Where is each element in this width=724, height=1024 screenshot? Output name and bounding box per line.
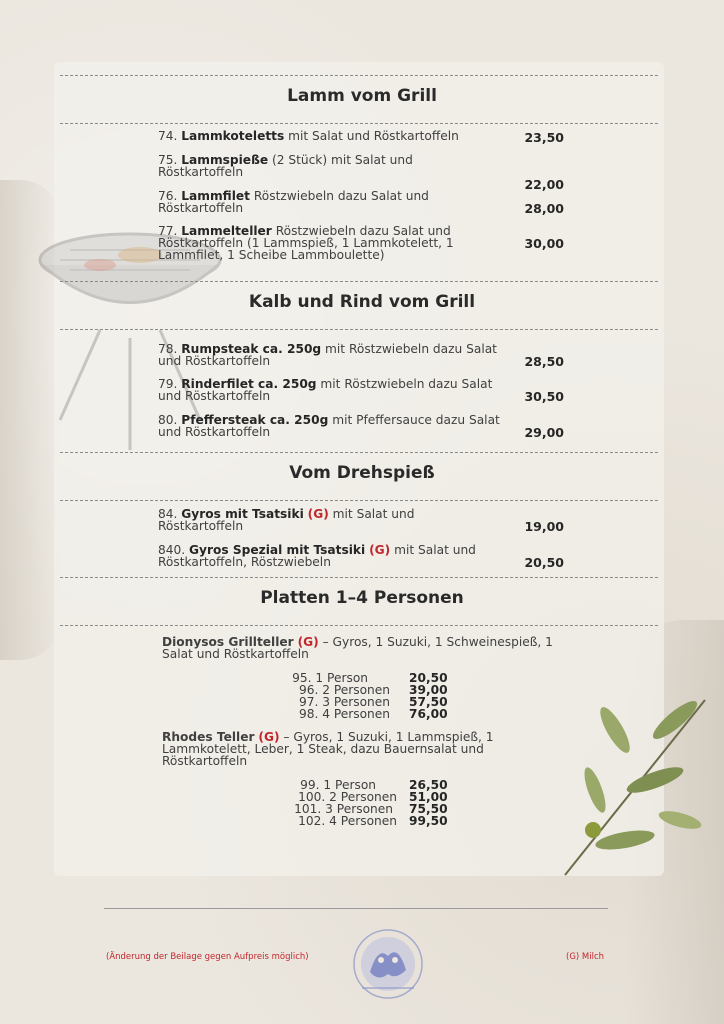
menu-item (158, 508, 458, 532)
tier-price: 57,50 (409, 695, 448, 709)
allergen-marker: (G) (307, 507, 329, 521)
item-description: Röstzwiebeln dazu Salat und Röstkartoffeln (158, 189, 429, 215)
tier-label: 95. 1 Person (292, 671, 368, 685)
dashed-separator (60, 281, 658, 282)
menu-item (158, 225, 498, 261)
item-number: 75. (158, 153, 178, 167)
item-number: 84. (158, 507, 178, 521)
section-heading: Platten 1–4 Personen (260, 588, 464, 608)
item-description: mit Salat und Röstkartoffeln (158, 507, 415, 533)
item-name: Gyros Spezial mit Tsatsiki (189, 543, 366, 557)
dashed-separator (60, 500, 658, 501)
item-description: mit Salat und Röstkartoffeln (284, 129, 459, 143)
platter-name: Dionysos Grillteller (162, 635, 294, 649)
dashed-separator (60, 452, 658, 453)
item-name: Rinderfilet ca. 250g (181, 377, 317, 391)
tier-label: 101. 3 Personen (294, 802, 393, 816)
tier-price: 76,00 (409, 707, 448, 721)
dashed-separator (60, 123, 658, 124)
menu-item (158, 130, 510, 142)
menu-item (158, 190, 488, 214)
item-description: mit Röstzwiebeln dazu Salat und Röstkartoffeln (158, 342, 497, 368)
restaurant-logo (348, 926, 428, 1002)
tier-price: 20,50 (409, 671, 448, 685)
platter-description: – Gyros, 1 Suzuki, 1 Lammspieß, 1 Lammkotelett, Leber, 1 Steak, dazu Bauernsalat und Röstkartoffeln (162, 730, 494, 768)
platter-item (162, 731, 542, 767)
platter-tier-list (200, 779, 450, 829)
item-price: 29,00 (524, 425, 564, 440)
footer-divider (104, 908, 608, 909)
platter-description: – Gyros, 1 Suzuki, 1 Schweinespieß, 1 Salat und Röstkartoffeln (162, 635, 553, 661)
item-description: mit Pfeffersauce dazu Salat und Röstkartoffeln (158, 413, 500, 439)
platter-name: Rhodes Teller (162, 730, 255, 744)
tier-label: 102. 4 Personen (298, 814, 397, 828)
item-price: 20,50 (524, 555, 564, 570)
allergen-legend: (G) Milch (566, 952, 605, 962)
item-price: 30,50 (524, 389, 564, 404)
tier-label: 97. 3 Personen (298, 695, 390, 709)
menu-item (158, 414, 503, 438)
item-description: mit Röstzwiebeln dazu Salat und Röstkartoffeln (158, 377, 493, 403)
dashed-separator (60, 329, 658, 330)
item-price: 23,50 (524, 130, 564, 145)
tier-label: 98. 4 Personen (298, 707, 390, 721)
item-name: Gyros mit Tsatsiki (181, 507, 304, 521)
tier-label: 96. 2 Personen (298, 683, 390, 697)
allergen-marker: (G) (369, 543, 391, 557)
item-price: 22,00 (524, 177, 564, 192)
menu-item (158, 378, 498, 402)
item-number: 74. (158, 129, 178, 143)
item-name: Lammkoteletts (181, 129, 285, 143)
item-price: 28,00 (524, 201, 564, 216)
item-price: 30,00 (524, 236, 564, 251)
item-name: Pfeffersteak ca. 250g (181, 413, 329, 427)
tier-label: 99. 1 Person (300, 778, 376, 792)
menu-item (158, 154, 458, 178)
tier-price: 39,00 (409, 683, 448, 697)
item-number: 77. (158, 224, 178, 238)
dashed-separator (60, 75, 658, 76)
menu-item (158, 343, 503, 367)
tier-price: 75,50 (409, 802, 448, 816)
item-description: Röstzwiebeln dazu Salat und Röstkartoffeln (1 Lammspieß, 1 Lammkotelett, 1 Lammfilet, 1 Scheibe Lammboulette) (158, 224, 454, 262)
platter-item (162, 636, 572, 660)
section-heading: Kalb und Rind vom Grill (248, 292, 476, 312)
item-name: Lammelteller (181, 224, 272, 238)
platter-tier-list (200, 672, 450, 722)
side-dish-note: (Änderung der Beilage gegen Aufpreis möglich) (106, 952, 309, 962)
item-description: mit Salat und Röstkartoffeln, Röstzwiebeln (158, 543, 476, 569)
item-number: 76. (158, 189, 178, 203)
item-name: Lammspieße (181, 153, 269, 167)
item-name: Rumpsteak ca. 250g (181, 342, 322, 356)
tier-price: 51,00 (409, 790, 448, 804)
section-heading: Lamm vom Grill (287, 86, 437, 106)
dashed-separator (60, 577, 658, 578)
item-number: 79. (158, 377, 178, 391)
item-name: Lammfilet (181, 189, 250, 203)
dashed-separator (60, 625, 658, 626)
item-number: 80. (158, 413, 178, 427)
tier-price: 26,50 (409, 778, 448, 792)
tier-price: 99,50 (409, 814, 448, 828)
item-price: 19,00 (524, 519, 564, 534)
allergen-marker: (G) (258, 730, 280, 744)
item-price: 28,50 (524, 354, 564, 369)
item-description: (2 Stück) mit Salat und Röstkartoffeln (158, 153, 413, 179)
allergen-marker: (G) (297, 635, 319, 649)
olive-branch-illustration (555, 680, 715, 880)
tier-label: 100. 2 Personen (298, 790, 397, 804)
section-heading: Vom Drehspieß (289, 463, 435, 483)
item-number: 78. (158, 342, 178, 356)
menu-item (158, 544, 488, 568)
item-number: 840. (158, 543, 186, 557)
